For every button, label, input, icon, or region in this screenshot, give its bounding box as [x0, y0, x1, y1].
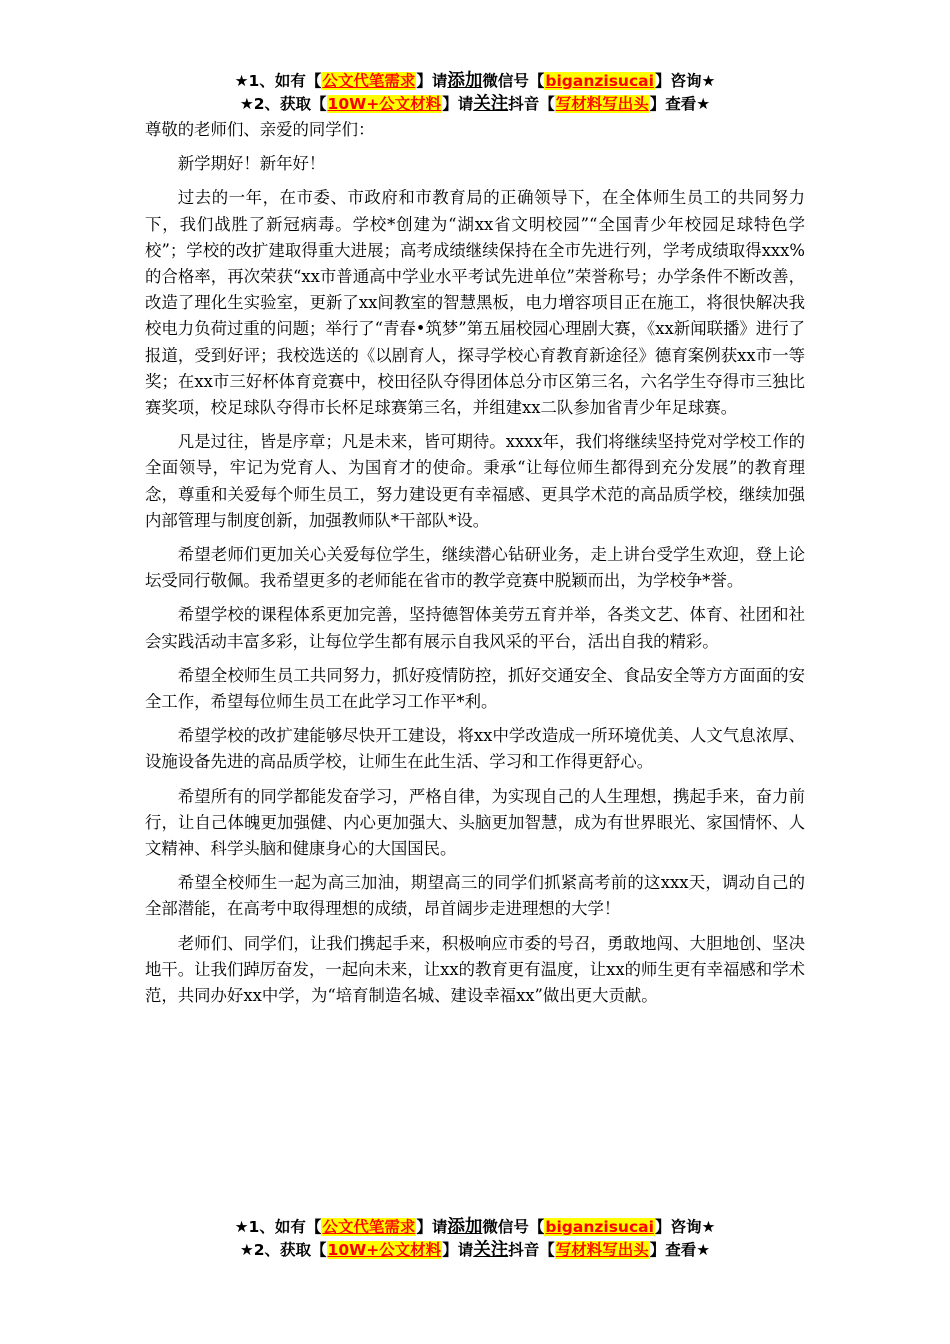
- promo-line-2: ★2、获取【10W+公文材料】请关注抖音【写材料写出头】查看★: [239, 94, 711, 114]
- promo-line-2: ★2、获取【10W+公文材料】请关注抖音【写材料写出头】查看★: [239, 1240, 711, 1260]
- paragraph-7: 希望学校的改扩建能够尽快开工建设，将xx中学改造成一所环境优美、人文气息浓厚、设施设备先进的高品质学校，让师生在此生活、学习和工作得更舒心。: [145, 726, 805, 772]
- promo-highlight-wechat-id: biganzisucai: [545, 1218, 654, 1236]
- promo-banner-bottom: [0, 1216, 950, 1262]
- paragraph-9: 希望全校师生一起为高三加油，期望高三的同学们抓紧高考前的这xxx天，调动自己的全部潜能，在高考中取得理想的成绩，昂首阔步走进理想的大学！: [145, 873, 805, 919]
- promo-emphasis-follow: 关注: [473, 94, 509, 114]
- paragraph-3: 凡是过往，皆是序章；凡是未来，皆可期待。xxxx年，我们将继续坚持党对学校工作的全面领导，牢记为党育人、为国育才的使命。秉承“让每位师生都得到充分发展”的教育理念，尊重和关爱每个师生员工，努力建设更有幸福感、更具学术范的高品质学校，继续加强内部管理与制度创新，加强教师队*干部队*设。: [145, 432, 805, 530]
- promo-emphasis-follow: 关注: [473, 1240, 509, 1260]
- promo-line-1: ★1、如有【公文代笔需求】请添加微信号【biganzisucai】咨询★: [234, 1217, 716, 1237]
- promo-emphasis-add: 添加: [447, 71, 483, 91]
- greeting: 尊敬的老师们、亲爱的同学们：: [145, 120, 375, 139]
- promo-highlight-materials: 10W+公文材料: [327, 95, 442, 113]
- promo-emphasis-add: 添加: [447, 1217, 483, 1237]
- paragraph-1: 新学期好！新年好！: [177, 154, 326, 174]
- promo-line-1: ★1、如有【公文代笔需求】请添加微信号【biganzisucai】咨询★: [234, 71, 716, 91]
- paragraph-6: 希望全校师生员工共同努力，抓好疫情防控，抓好交通安全、食品安全等方方面面的安全工作，希望每位师生员工在此学习工作平*利。: [145, 665, 805, 712]
- promo-highlight-service: 公文代笔需求: [322, 1218, 416, 1236]
- promo-banner-top: [0, 70, 950, 116]
- paragraph-2: 过去的一年，在市委、市政府和市教育局的正确领导下，在全体师生员工的共同努力下，我们战胜了新冠病毒。学校*创建为“湖xx省文明校园”“全国青少年校园足球特色学校”；学校的改扩建取得重大进展；高考成绩继续保持在全市先进行列，学考成绩取得xxx%的合格率，再次荣获“xx市普通高中学业水平考试先进单位”荣誉称号；办学条件不断改善，改造了理化生实验室，更新了xx间教室的智慧黑板，电力增容项目正在施工，将很快解决我校电力负荷过重的问题；举行了“青春•筑梦”第五届校园心理剧大赛，《xx新闻联播》进行了报道，受到好评；我校选送的《以剧育人，探寻学校心育教育新途径》德育案例获xx市一等奖；在xx市三好杯体育竞赛中，校田径队夺得团体总分市区第三名，六名学生夺得市三独比赛奖项，校足球队夺得市长杯足球赛第三名，并组建xx二队参加省青少年足球赛。: [145, 188, 805, 418]
- paragraph-8: 希望所有的同学都能发奋学习，严格自律，为实现自己的人生理想，携起手来，奋力前行，让自己体魄更加强健、内心更加强大、头脑更加智慧，成为有世界眼光、家国情怀、人文精神、科学头脑和健康身心的大国国民。: [145, 786, 805, 859]
- promo-highlight-douyin-account: 写材料写出头: [555, 1241, 649, 1259]
- promo-highlight-service: 公文代笔需求: [322, 72, 416, 90]
- speech-body: [145, 117, 805, 1017]
- promo-highlight-douyin-account: 写材料写出头: [555, 95, 649, 113]
- promo-highlight-wechat-id: biganzisucai: [545, 72, 654, 90]
- paragraph-4: 希望老师们更加关心关爱每位学生，继续潜心钻研业务，走上讲台受学生欢迎，登上论坛受同行敬佩。我希望更多的老师能在省市的教学竞赛中脱颖而出，为学校争*誉。: [145, 545, 805, 591]
- promo-highlight-materials: 10W+公文材料: [327, 1241, 442, 1259]
- paragraph-5: 希望学校的课程体系更加完善，坚持德智体美劳五育并举，各类文艺、体育、社团和社会实践活动丰富多彩，让每位学生都有展示自我风采的平台，活出自我的精彩。: [145, 605, 805, 651]
- paragraph-10: 老师们、同学们，让我们携起手来，积极响应市委的号召，勇敢地闯、大胆地创、坚决地干。让我们踔厉奋发，一起向未来，让xx的教育更有温度，让xx的师生更有幸福感和学术范，共同办好xx中学，为“培育制造名城、建设幸福xx”做出更大贡献。: [145, 933, 805, 1006]
